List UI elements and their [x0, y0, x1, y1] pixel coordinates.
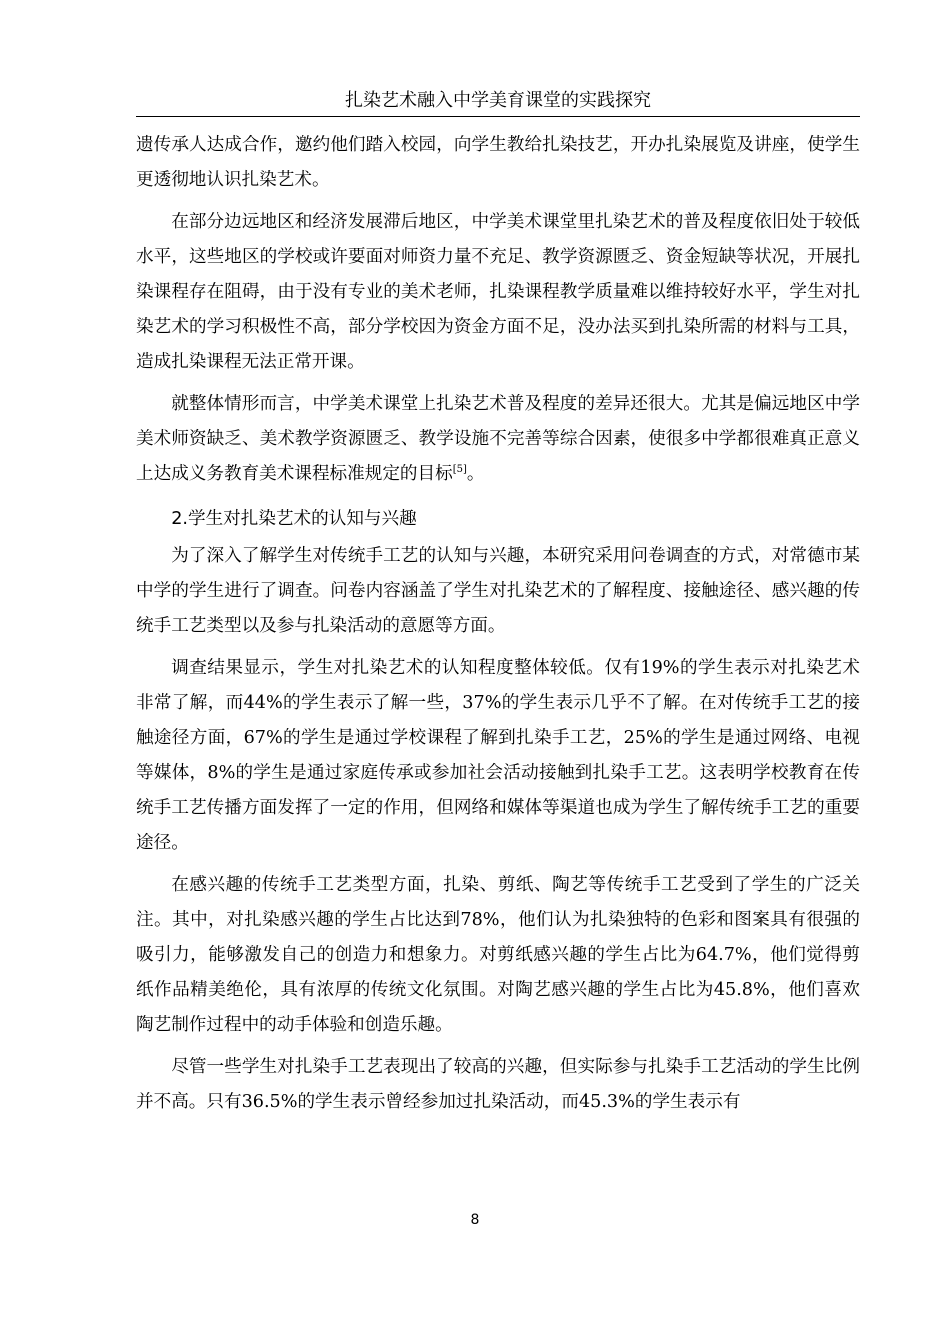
- section-heading: 2.学生对扎染艺术的认知与兴趣: [171, 509, 417, 529]
- citation-ref: [5]: [452, 464, 467, 476]
- paragraph: 在感兴趣的传统手工艺类型方面，扎染、剪纸、陶艺等传统手工艺受到了学生的广泛关注。其中，对扎染感兴趣的学生占比达到78%，他们认为扎染独特的色彩和图案具有很强的吸引力，能够激发自己的创造力和想象力。对剪纸感兴趣的学生占比为64.7%，他们觉得剪纸作品精美绝伦，具有浓厚的传统文化氛围。对陶艺感兴趣的学生占比为45.8%，他们喜欢陶艺制作过程中的动手体验和创造乐趣。: [136, 875, 860, 1035]
- running-header: 扎染艺术融入中学美育课堂的实践探究: [345, 90, 651, 111]
- paragraph-text: 就整体情形而言，中学美术课堂上扎染艺术普及程度的差异还很大。尤其是偏远地区中学美术师资缺乏、美术教学资源匮乏、教学设施不完善等综合因素，使很多中学都很难真正意义上达成义务教育美术课程标准规定的目标: [136, 394, 860, 484]
- paragraph: 尽管一些学生对扎染手工艺表现出了较高的兴趣，但实际参与扎染手工艺活动的学生比例并不高。只有36.5%的学生表示曾经参加过扎染活动，而45.3%的学生表示有: [136, 1057, 860, 1112]
- page-number: 8: [470, 1212, 480, 1228]
- paragraph-continued: 遗传承人达成合作，邀约他们踏入校园，向学生教给扎染技艺，开办扎染展览及讲座，使学生更透彻地认识扎染艺术。: [136, 135, 860, 190]
- paragraph: 为了深入了解学生对传统手工艺的认知与兴趣，本研究采用问卷调查的方式，对常德市某中学的学生进行了调查。问卷内容涵盖了学生对扎染艺术的了解程度、接触途径、感兴趣的传统手工艺类型以及参与扎染活动的意愿等方面。: [136, 546, 860, 636]
- paragraph: [136, 387, 860, 492]
- paragraph: 调查结果显示，学生对扎染艺术的认知程度整体较低。仅有19%的学生表示对扎染艺术非常了解，而44%的学生表示了解一些，37%的学生表示几乎不了解。在对传统手工艺的接触途径方面，67%的学生是通过学校课程了解到扎染手工艺，25%的学生是通过网络、电视等媒体，8%的学生是通过家庭传承或参加社会活动接触到扎染手工艺。这表明学校教育在传统手工艺传播方面发挥了一定的作用，但网络和媒体等渠道也成为学生了解传统手工艺的重要途径。: [136, 658, 860, 853]
- body-text: [136, 128, 860, 1127]
- header-rule: [136, 116, 860, 117]
- paragraph: 在部分边远地区和经济发展滞后地区，中学美术课堂里扎染艺术的普及程度依旧处于较低水平，这些地区的学校或许要面对师资力量不充足、教学资源匮乏、资金短缺等状况，开展扎染课程存在阻碍，由于没有专业的美术老师，扎染课程教学质量难以维持较好水平，学生对扎染艺术的学习积极性不高，部分学校因为资金方面不足，没办法买到扎染所需的材料与工具，造成扎染课程无法正常开课。: [136, 212, 860, 372]
- paragraph-end: 。: [466, 464, 485, 484]
